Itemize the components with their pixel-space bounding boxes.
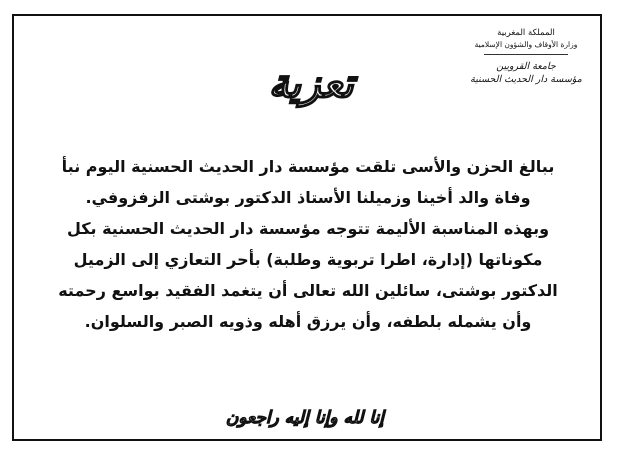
letterhead-ministry: وزارة الأوقاف والشؤون الإسلامية xyxy=(474,40,578,49)
letterhead-institution: مؤسسة دار الحديث الحسنية xyxy=(470,74,582,85)
message-line: وأن يشمله بلطفه، وأن يرزق أهله وذويه الصبر والسلوان. xyxy=(84,312,532,331)
quran-verse-calligraphy: إنا لله وإنا إليه راجعون xyxy=(225,408,384,428)
condolence-title: تعزية xyxy=(268,60,354,107)
message-line: مكوناتها (إدارة، اطرا تربوية وطلبة) بأحر التعازي إلى الزميل xyxy=(73,250,543,269)
message-line: وبهذه المناسبة الأليمة تتوجه مؤسسة دار الحديث الحسنية بكل xyxy=(66,219,550,238)
message-line: وفاة والد أخينا وزميلنا الأستاذ الدكتور بوشتى الزفزوفي. xyxy=(85,188,531,207)
condolence-message xyxy=(38,151,578,337)
letterhead xyxy=(466,28,586,86)
message-line: الدكتور بوشتى، سائلين الله تعالى أن يتغمد الفقيد بواسع رحمته xyxy=(58,281,558,300)
letterhead-divider xyxy=(484,54,568,55)
condolence-frame xyxy=(12,14,602,441)
letterhead-kingdom: المملكة المغربية xyxy=(497,28,555,38)
message-line: ببالغ الحزن والأسى تلقت مؤسسة دار الحديث الحسنية اليوم نبأ xyxy=(61,157,555,176)
letterhead-university: جامعة القرويين xyxy=(496,61,556,72)
